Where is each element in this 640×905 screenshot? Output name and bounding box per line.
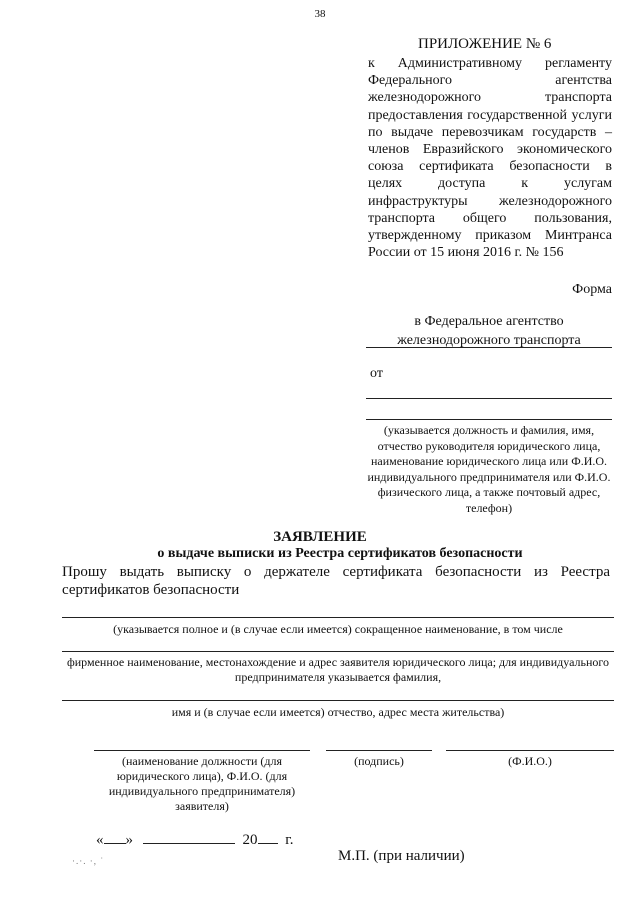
signature-hint: (подпись) — [354, 754, 404, 768]
name-field-line[interactable] — [446, 750, 614, 751]
date-year-prefix: 20 — [242, 832, 258, 848]
applicant-hint-2: фирменное наименование, местонахождение и адрес заявителя юридического лица; для индивидуального предпринимателя указывается фамилия, — [66, 655, 610, 684]
position-field-line[interactable] — [94, 750, 310, 751]
applicant-field-line-2[interactable] — [62, 651, 614, 652]
statement-title: ЗАЯВЛЕНИЕ — [273, 529, 367, 545]
page-number: 38 — [314, 8, 326, 20]
name-hint: (Ф.И.О.) — [508, 754, 552, 768]
date-day-field[interactable] — [104, 830, 126, 844]
applicant-hint-1: (указывается полное и (в случае если имеется) сокращенное наименование, в том числе — [113, 622, 563, 636]
recipient-line-2: железнодорожного транспорта — [397, 333, 581, 348]
applicant-field-line-1[interactable] — [62, 617, 614, 618]
statement-subtitle: о выдаче выписки из Реестра сертификатов безопасности — [157, 546, 523, 561]
signature-field-line[interactable] — [326, 750, 432, 751]
recipient-block — [366, 312, 612, 350]
date-year-suffix: г. — [285, 832, 294, 848]
appendix-title: ПРИЛОЖЕНИЕ № 6 — [418, 36, 552, 52]
form-label: Форма — [572, 282, 612, 297]
date-close-quote: » — [125, 832, 133, 848]
applicant-field-line-3[interactable] — [62, 700, 614, 701]
appendix-reference-text: к Административному регламенту Федерального агентства железнодорожного транспорта предоставления государственной услуги по выдаче перевозчикам государств – членов Евразийского экономического союза сертификата безопасности в целях доступа к услугам инфраструктуры железнодорожного транспорта общего пользования, утвержденному приказом Минтранса России от 15 июня 2016 г. № 156 — [368, 56, 612, 261]
statement-body: Прошу выдать выписку о держателе сертификата безопасности из Реестра сертификатов безопасности — [62, 564, 610, 598]
recipient-line-1: в Федеральное агентство — [414, 314, 564, 329]
sender-label: от — [370, 366, 383, 381]
position-hint: (наименование должности (для юридического лица), Ф.И.О. (для индивидуального предпринимателя) заявителя) — [108, 754, 296, 813]
date-row — [96, 830, 293, 849]
stamp-placeholder: М.П. (при наличии) — [338, 848, 465, 864]
recipient-underline — [366, 347, 612, 348]
date-month-field[interactable] — [143, 830, 235, 844]
sender-field-line-2[interactable] — [366, 419, 612, 420]
date-year-field[interactable] — [258, 830, 278, 844]
date-open-quote: « — [96, 832, 104, 848]
scan-smudge: ·.·. ·, ˙ — [72, 856, 105, 866]
sender-field-line-1[interactable] — [366, 398, 612, 399]
sender-hint: (указывается должность и фамилия, имя, отчество руководителя юридического лица, наименование юридического лица или Ф.И.О. индивидуального предпринимателя или Ф.И.О. физического лица, а также почтовый адрес, телефон) — [367, 423, 611, 515]
applicant-hint-3: имя и (в случае если имеется) отчество, адрес места жительства) — [171, 705, 505, 719]
